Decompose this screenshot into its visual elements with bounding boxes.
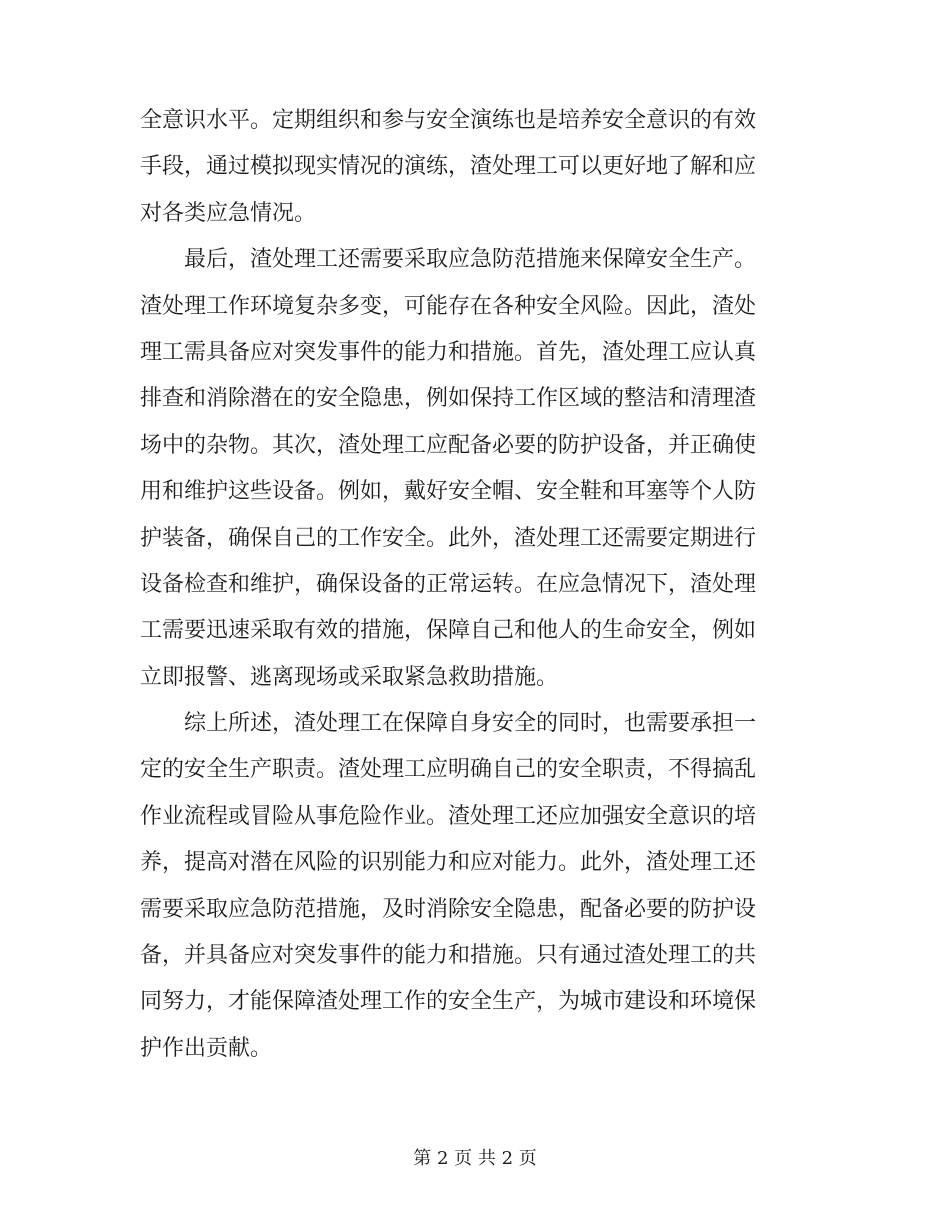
text-line: 设备检查和维护，确保设备的正常运转。在应急情况下，渣处理 — [140, 571, 757, 597]
text-line: 同努力，才能保障渣处理工作的安全生产，为城市建设和环境保 — [140, 989, 757, 1015]
text-line: 需要采取应急防范措施，及时消除安全隐患，配备必要的防护设 — [140, 896, 757, 922]
text-line: 备，并具备应对突发事件的能力和措施。只有通过渣处理工的共 — [140, 943, 757, 969]
text-line: 定的安全生产职责。渣处理工应明确自己的安全职责，不得搞乱 — [140, 757, 757, 783]
text-line: 渣处理工作环境复杂多变，可能存在各种安全风险。因此，渣处 — [140, 293, 757, 319]
text-line: 护装备，确保自己的工作安全。此外，渣处理工还需要定期进行 — [140, 525, 757, 551]
text-line: 工需要迅速采取有效的措施，保障自己和他人的生命安全，例如 — [140, 618, 757, 644]
text-line: 手段，通过模拟现实情况的演练，渣处理工可以更好地了解和应 — [140, 154, 757, 180]
text-line: 全意识水平。定期组织和参与安全演练也是培养安全意识的有效 — [140, 108, 757, 133]
page-footer: 第 2 页 共 2 页 — [413, 1148, 537, 1169]
text-line: 综上所述，渣处理工在保障自身安全的同时，也需要承担一 — [140, 711, 757, 737]
text-line: 养，提高对潜在风险的识别能力和应对能力。此外，渣处理工还 — [140, 850, 757, 876]
text-line: 场中的杂物。其次，渣处理工应配备必要的防护设备，并正确使 — [140, 432, 757, 458]
text-line: 排查和消除潜在的安全隐患，例如保持工作区域的整洁和清理渣 — [140, 386, 757, 412]
text-line: 理工需具备应对突发事件的能力和措施。首先，渣处理工应认真 — [140, 339, 757, 365]
text-line: 作业流程或冒险从事危险作业。渣处理工还应加强安全意识的培 — [140, 803, 757, 829]
text-line: 用和维护这些设备。例如，戴好安全帽、安全鞋和耳塞等个人防 — [140, 479, 757, 505]
text-line: 对各类应急情况。 — [140, 200, 317, 226]
text-line: 最后，渣处理工还需要采取应急防范措施来保障安全生产。 — [140, 247, 757, 273]
body-text — [140, 98, 812, 1072]
text-line: 立即报警、逃离现场或采取紧急救助措施。 — [140, 664, 559, 690]
text-line: 护作出贡献。 — [140, 1035, 273, 1061]
